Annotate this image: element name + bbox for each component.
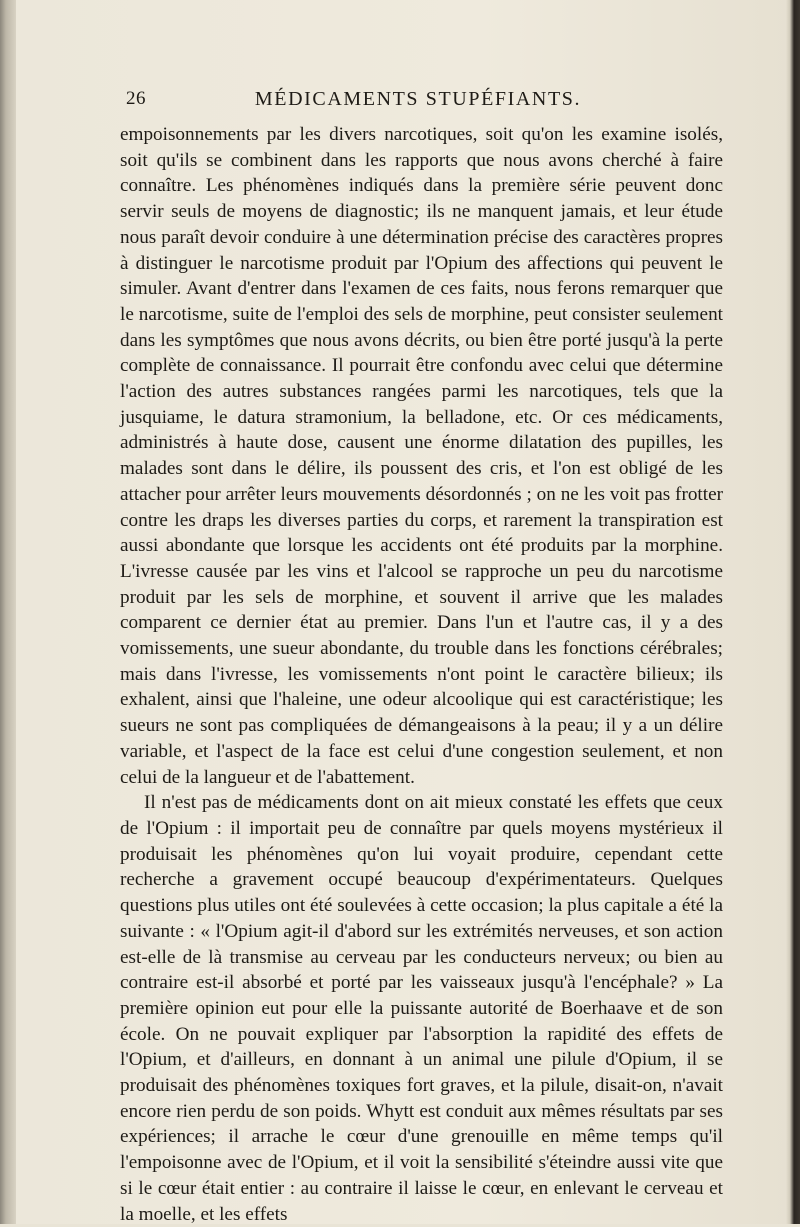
paragraph: Il n'est pas de médicaments dont on ait mieux constaté les effets que ceux de l'Opium : il importait peu de connaître par quels moyens mystérieux il produisait les phénomènes qu'on lui voyait produire, cependant cette recherche a gravement occupé beaucoup d'expérimentateurs. Quelques questions plus utiles ont été soulevées à cette occasion; la plus capitale a été la suivante : « l'Opium agit-il d'abord sur les extrémités nerveuses, et son action est-elle de là transmise au cerveau par les conducteurs nerveux; ou bien au contraire est-il absorbé et porté par les vaisseaux jusqu'à l'encéphale? » La première opinion eut pour elle la puissante autorité de Boerhaave et de son école. On ne pouvait expliquer par l'absorption la rapidité des effets de l'Opium, et d'ailleurs, en donnant à un animal une pilule d'Opium, il se produisait des phénomènes toxiques fort graves, et la pilule, disait-on, n'avait encore rien perdu de son poids. Whytt est conduit aux mêmes résultats par ses expériences; il arrache le cœur d'une grenouille en même temps qu'il l'empoisonne avec de l'Opium, et il voit la sensibilité s'éteindre aussi vite que si le cœur était entier : au contraire il laisse le cœur, en enlevant le cerveau et la moelle, et les effets [120,792,723,1225]
page-number: 26 [126,88,146,109]
running-head: MÉDICAMENTS STUPÉFIANTS. [254,88,582,110]
page-gutter [0,0,16,1224]
body-text [120,122,723,1227]
page-header [118,88,718,116]
page-edge [786,0,800,1224]
paragraph: empoisonnements par les divers narcotiques, soit qu'on les examine isolés, soit qu'ils se combinent dans les rapports que nous avons cherché à faire connaître. Les phénomènes indiqués dans la première série peuvent donc servir seuls de moyens de diagnostic; ils ne manquent jamais, et leur étude nous paraît devoir conduire à une détermination précise des caractères propres à distinguer le narcotisme produit par l'Opium des affections qui peuvent le simuler. Avant d'entrer dans l'examen de ces faits, nous ferons remarquer que le narcotisme, suite de l'emploi des sels de morphine, peut consister seulement dans les symptômes que nous avons décrits, ou bien être porté jusqu'à la perte complète de connaissance. Il pourrait être confondu avec celui que détermine l'action des autres substances rangées parmi les narcotiques, tels que la jusquiame, le datura stramonium, la belladone, etc. Or ces médicaments, administrés à haute dose, causent une énorme dilatation des pupilles, les malades sont dans le délire, ils poussent des cris, et l'on est obligé de les attacher pour arrêter leurs mouvements désordonnés ; on ne les voit pas frotter contre les draps les diverses parties du corps, et rarement la transpiration est aussi abondante que lorsque les accidents ont été produits par la morphine. L'ivresse causée par les vins et l'alcool se rapproche un peu du narcotisme produit par les sels de morphine, et souvent il arrive que les malades comparent ce dernier état au premier. Dans l'un et l'autre cas, il y a des vomissements, une sueur abondante, du trouble dans les fonctions cérébrales; mais dans l'ivresse, les vomissements n'ont point le caractère bilieux; ils exhalent, ainsi que l'haleine, une odeur alcoolique qui est caractéristique; les sueurs ne sont pas compliquées de démangeaisons à la peau; il y a un délire variable, et l'aspect de la face est celui d'une congestion seulement, et non celui de la langueur et de l'abattement. [120,124,723,788]
